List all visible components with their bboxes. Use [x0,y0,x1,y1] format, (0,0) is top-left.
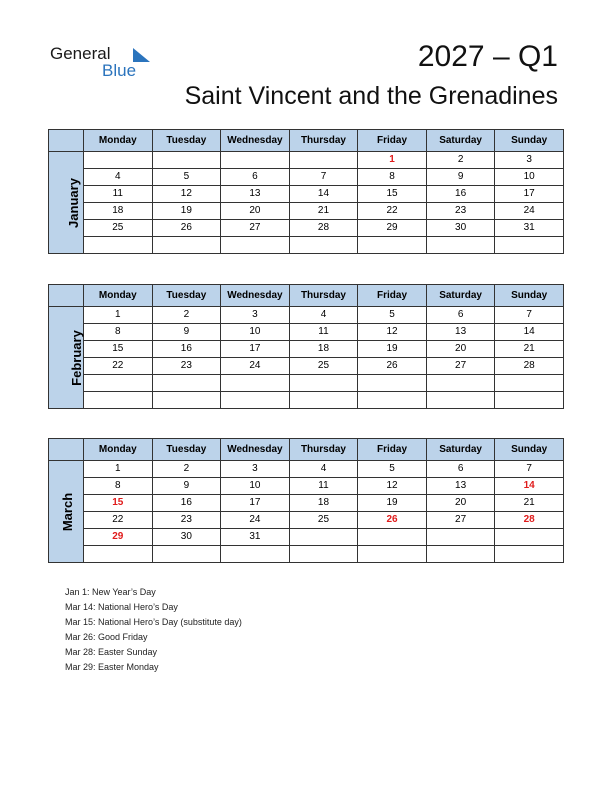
day-cell: 23 [152,358,221,375]
day-cell: 3 [221,461,290,478]
day-cell: 22 [84,512,153,529]
weekday-header: Monday [84,285,153,307]
month-label: January [65,177,81,228]
weekday-header: Wednesday [221,130,290,152]
holiday-note: Mar 29: Easter Monday [65,662,159,672]
month-label-cell [49,307,84,409]
day-cell [358,237,427,254]
month-label-cell [49,152,84,254]
day-cell: 16 [152,341,221,358]
header-corner [49,439,84,461]
weekday-header: Monday [84,439,153,461]
holiday-note: Mar 15: National Hero’s Day (substitute day) [65,617,242,627]
day-cell [289,237,358,254]
holiday-notes [65,585,242,675]
weekday-header: Thursday [289,285,358,307]
day-cell: 6 [426,307,495,324]
day-cell [221,546,290,563]
holiday-note: Mar 28: Easter Sunday [65,647,158,657]
day-cell: 22 [84,358,153,375]
weekday-header: Sunday [495,439,564,461]
day-cell: 10 [495,169,564,186]
day-cell: 17 [221,341,290,358]
day-cell: 14 [289,186,358,203]
day-cell: 31 [495,220,564,237]
week-row [49,341,564,358]
day-cell [358,546,427,563]
day-cell [495,546,564,563]
week-row [49,152,564,169]
day-cell [84,392,153,409]
day-cell: 22 [358,203,427,220]
day-cell: 25 [84,220,153,237]
day-cell: 14 [495,478,564,495]
day-cell: 16 [426,186,495,203]
day-cell [289,152,358,169]
header-corner [49,285,84,307]
day-cell: 27 [426,358,495,375]
day-cell: 12 [358,324,427,341]
day-cell [495,375,564,392]
day-cell: 18 [84,203,153,220]
day-cell: 11 [84,186,153,203]
day-cell [84,546,153,563]
day-cell [289,529,358,546]
page-title: 2027 – Q1 [417,40,558,73]
weekday-header: Tuesday [152,439,221,461]
week-row [49,307,564,324]
day-cell: 18 [289,341,358,358]
day-cell [426,237,495,254]
day-cell: 15 [84,341,153,358]
month-calendar-january [48,129,564,254]
day-cell: 10 [221,478,290,495]
day-cell: 4 [84,169,153,186]
day-cell: 18 [289,495,358,512]
day-cell: 2 [152,307,221,324]
day-cell: 8 [84,478,153,495]
holiday-note: Mar 26: Good Friday [65,632,148,642]
day-cell [152,375,221,392]
day-cell [426,392,495,409]
day-cell: 30 [426,220,495,237]
week-row [49,324,564,341]
day-cell: 23 [426,203,495,220]
day-cell: 5 [152,169,221,186]
day-cell [289,375,358,392]
day-cell [495,392,564,409]
week-row [49,169,564,186]
page-subtitle: Saint Vincent and the Grenadines [184,82,558,110]
day-cell: 20 [221,203,290,220]
day-cell: 7 [495,307,564,324]
day-cell [358,392,427,409]
day-cell [426,529,495,546]
week-row [49,237,564,254]
month-label: March [60,492,76,531]
day-cell: 16 [152,495,221,512]
day-cell: 27 [221,220,290,237]
day-cell: 1 [84,307,153,324]
logo-general-text: General [50,44,111,63]
week-row [49,186,564,203]
header-corner [49,130,84,152]
day-cell: 9 [426,169,495,186]
day-cell: 15 [358,186,427,203]
day-cell [358,375,427,392]
day-cell: 29 [84,529,153,546]
holiday-note: Mar 14: National Hero’s Day [65,602,178,612]
weekday-header: Friday [358,285,427,307]
weekday-header: Sunday [495,285,564,307]
day-cell: 21 [289,203,358,220]
day-cell: 28 [289,220,358,237]
day-cell [84,375,153,392]
day-cell: 25 [289,358,358,375]
day-cell: 11 [289,324,358,341]
day-cell: 28 [495,358,564,375]
day-cell [495,237,564,254]
logo-triangle-icon [133,48,150,62]
weekday-header: Saturday [426,285,495,307]
day-cell [358,529,427,546]
weekday-header: Thursday [289,130,358,152]
weekday-header-row [49,285,564,307]
day-cell: 2 [152,461,221,478]
day-cell: 5 [358,307,427,324]
day-cell: 12 [152,186,221,203]
day-cell: 17 [495,186,564,203]
month-calendar-march [48,438,564,563]
month-label: February [68,329,84,386]
day-cell: 10 [221,324,290,341]
day-cell [221,375,290,392]
day-cell: 26 [152,220,221,237]
week-row [49,546,564,563]
day-cell: 7 [495,461,564,478]
weekday-header: Saturday [426,130,495,152]
day-cell: 24 [221,512,290,529]
week-row [49,375,564,392]
day-cell [84,152,153,169]
day-cell: 28 [495,512,564,529]
day-cell: 14 [495,324,564,341]
day-cell: 29 [358,220,427,237]
day-cell [289,546,358,563]
day-cell: 3 [221,307,290,324]
month-calendar-february [48,284,564,409]
week-row [49,220,564,237]
day-cell: 13 [221,186,290,203]
day-cell: 6 [221,169,290,186]
day-cell: 26 [358,512,427,529]
day-cell: 31 [221,529,290,546]
day-cell: 26 [358,358,427,375]
weekday-header: Monday [84,130,153,152]
day-cell: 4 [289,461,358,478]
weekday-header-row [49,439,564,461]
day-cell: 1 [84,461,153,478]
day-cell: 7 [289,169,358,186]
week-row [49,358,564,375]
day-cell [221,392,290,409]
day-cell: 19 [358,495,427,512]
day-cell: 12 [358,478,427,495]
day-cell: 9 [152,324,221,341]
day-cell [221,152,290,169]
day-cell: 8 [84,324,153,341]
week-row [49,203,564,220]
weekday-header: Wednesday [221,439,290,461]
generalblue-logo [50,44,150,84]
weekday-header: Tuesday [152,130,221,152]
day-cell: 24 [221,358,290,375]
day-cell: 19 [358,341,427,358]
week-row [49,478,564,495]
day-cell: 13 [426,324,495,341]
day-cell: 21 [495,341,564,358]
day-cell: 2 [426,152,495,169]
weekday-header: Saturday [426,439,495,461]
day-cell: 6 [426,461,495,478]
day-cell: 21 [495,495,564,512]
day-cell [426,546,495,563]
weekday-header: Wednesday [221,285,290,307]
day-cell: 17 [221,495,290,512]
holiday-note: Jan 1: New Year’s Day [65,587,156,597]
week-row [49,512,564,529]
day-cell: 23 [152,512,221,529]
day-cell: 27 [426,512,495,529]
logo-blue-text: Blue [102,61,137,80]
day-cell: 9 [152,478,221,495]
day-cell: 15 [84,495,153,512]
day-cell: 19 [152,203,221,220]
day-cell [84,237,153,254]
day-cell: 13 [426,478,495,495]
weekday-header: Sunday [495,130,564,152]
day-cell [152,392,221,409]
day-cell [495,529,564,546]
day-cell [221,237,290,254]
day-cell [289,392,358,409]
day-cell: 5 [358,461,427,478]
weekday-header-row [49,130,564,152]
day-cell: 8 [358,169,427,186]
day-cell [426,375,495,392]
day-cell: 11 [289,478,358,495]
weekday-header: Friday [358,130,427,152]
weekday-header: Tuesday [152,285,221,307]
day-cell: 25 [289,512,358,529]
day-cell: 3 [495,152,564,169]
day-cell: 20 [426,495,495,512]
day-cell: 4 [289,307,358,324]
day-cell [152,237,221,254]
week-row [49,495,564,512]
day-cell: 1 [358,152,427,169]
day-cell: 20 [426,341,495,358]
day-cell: 24 [495,203,564,220]
weekday-header: Thursday [289,439,358,461]
day-cell [152,546,221,563]
day-cell [152,152,221,169]
week-row [49,461,564,478]
week-row [49,529,564,546]
month-label-cell [49,461,84,563]
weekday-header: Friday [358,439,427,461]
day-cell: 30 [152,529,221,546]
week-row [49,392,564,409]
